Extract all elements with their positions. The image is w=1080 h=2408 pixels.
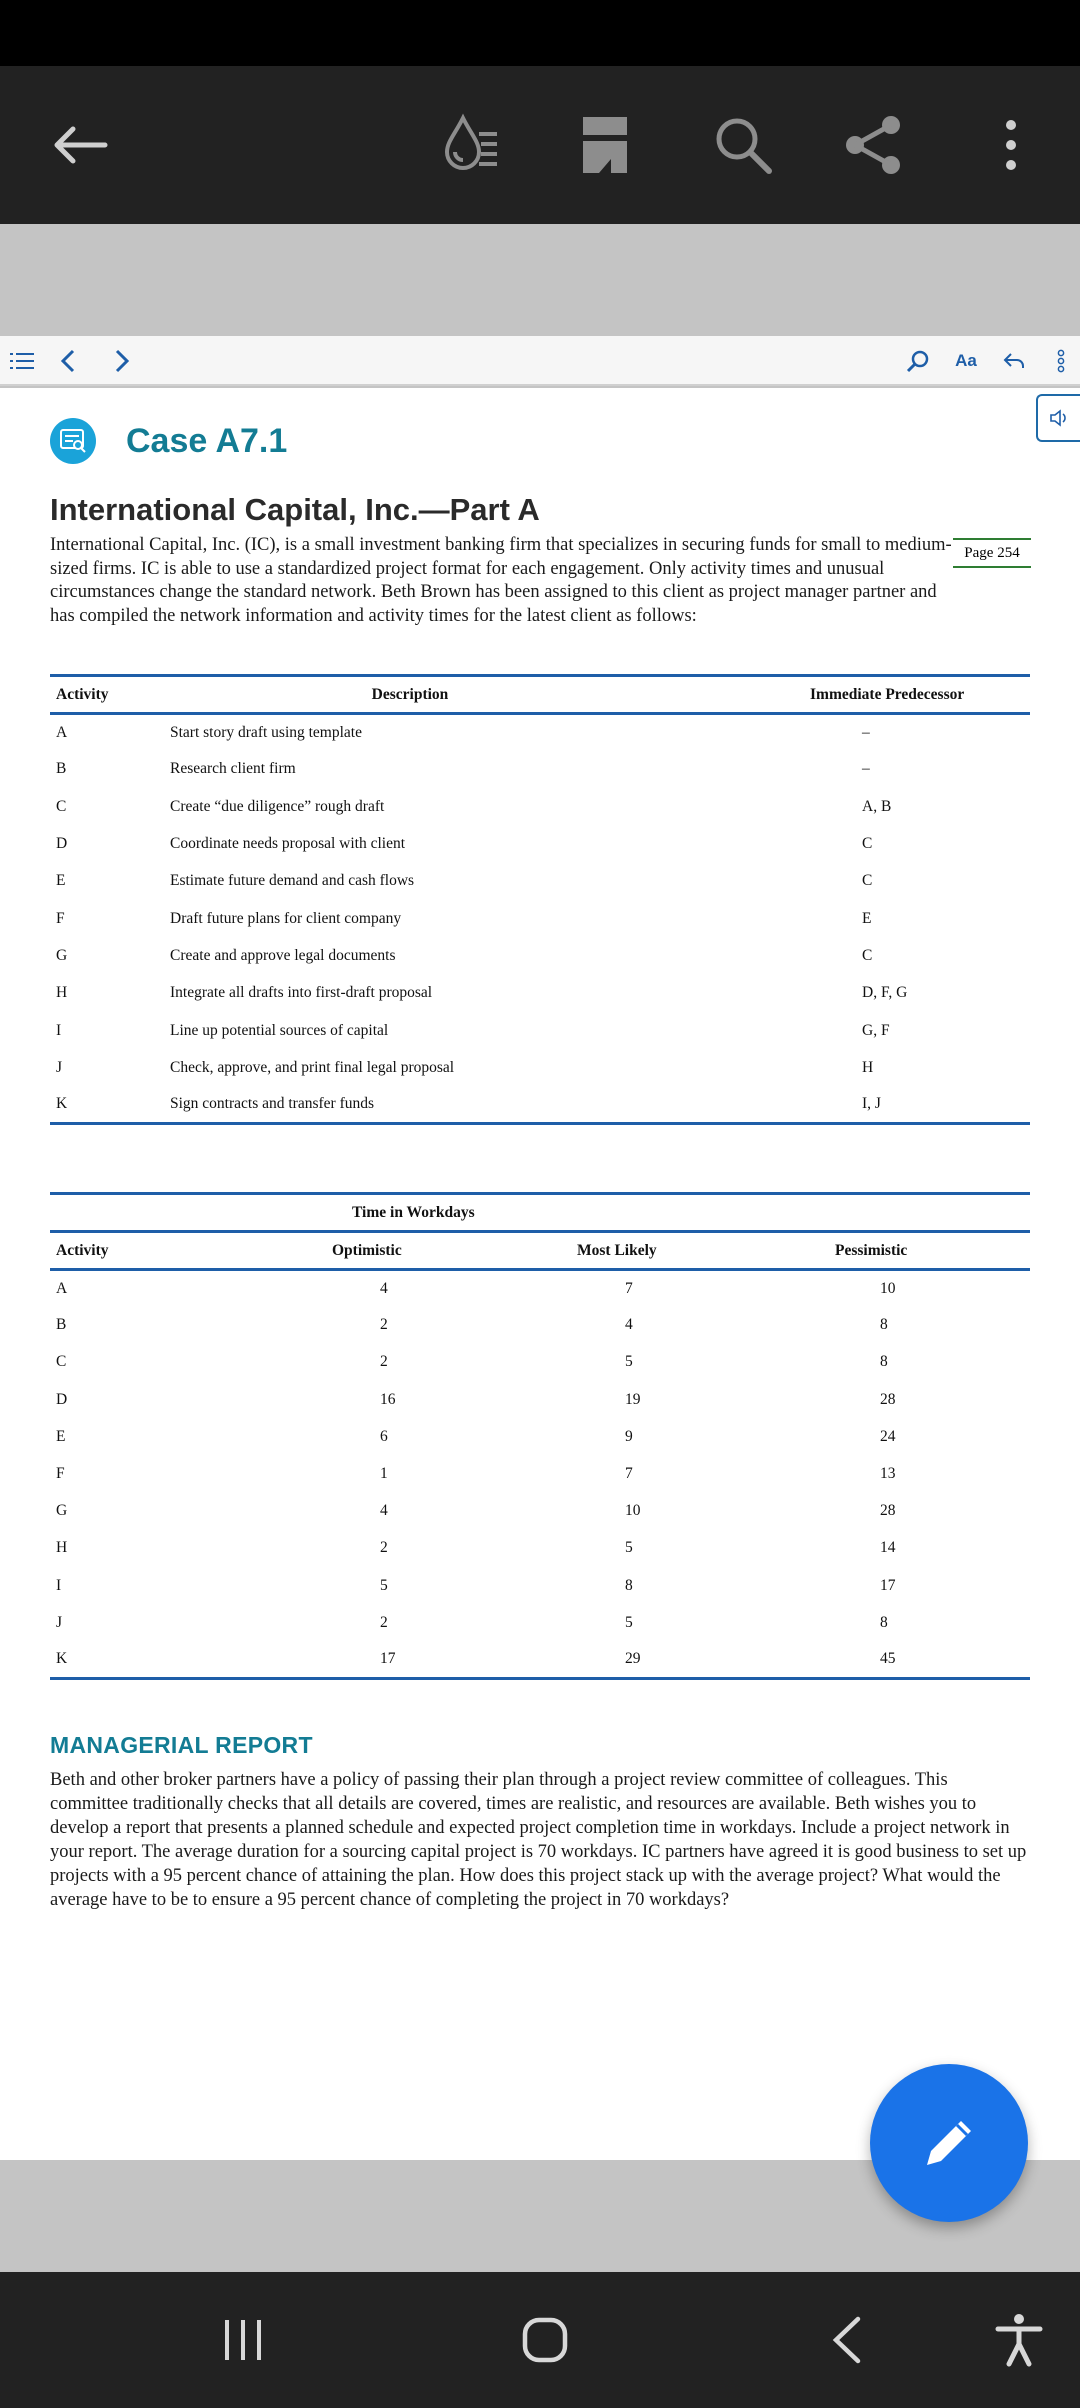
table-row <box>50 1086 1030 1123</box>
table-cell-activity: K <box>56 1095 68 1113</box>
recent-apps-icon[interactable] <box>198 2300 288 2380</box>
intro-paragraph: International Capital, Inc. (IC), is a small investment banking firm that specializes in securing funds for small to medium-sized firms. IC is able to use a standardized project format for each engagement. Only activity times and unusual circumstances change the standard network. Beth Brown has been assigned to this client as project manager partner and has compiled the network information and activity times for the latest client as follows: <box>50 535 952 626</box>
table-row <box>50 1012 1030 1049</box>
table-cell-activity: I <box>56 1576 62 1594</box>
column-header: Most Likely <box>495 1232 760 1270</box>
table-cell-optimistic: 6 <box>380 1427 388 1445</box>
table-cell-most_likely: 29 <box>625 1650 641 1668</box>
table-cell-activity: H <box>56 984 68 1002</box>
table-cell-description: Line up potential sources of capital <box>170 1021 389 1039</box>
page-title: International Capital, Inc.—Part A <box>50 492 540 527</box>
table-cell-optimistic: 2 <box>380 1613 388 1631</box>
table-cell-pessimistic: 28 <box>880 1390 896 1408</box>
table-cell-predecessor: G, F <box>862 1021 890 1039</box>
table-cell-activity: B <box>56 1316 67 1334</box>
table-cell-most_likely: 7 <box>625 1465 633 1483</box>
back-icon[interactable] <box>802 2300 892 2380</box>
table-cell-description: Check, approve, and print final legal proposal <box>170 1058 455 1076</box>
report-body: Beth and other broker partners have a policy of passing their plan through a project review committee of colleagues. This committee traditionally checks that all details are covered, times are realistic, and resources are available. Beth wishes you to develop a report that presents a planned schedule and expected project completion time in workdays. Include a project network in your report. The average duration for a sourcing capital project is 70 workdays. IC partners have agreed it is good business to set up projects with a 95 percent chance of attaining the plan. How does this project stack up with the average project? What would the average have to be to ensure a 95 percent chance of completing the project in 70 workdays? <box>50 1770 1027 1910</box>
table-row <box>50 1530 1030 1567</box>
more-options-icon[interactable] <box>966 100 1056 190</box>
table-cell-pessimistic: 17 <box>880 1576 896 1594</box>
table-cell-most_likely: 5 <box>625 1353 633 1371</box>
next-page-icon[interactable] <box>104 336 140 386</box>
find-icon[interactable] <box>900 336 936 386</box>
table-cell-activity: F <box>56 909 65 927</box>
table-row <box>50 1418 1030 1455</box>
font-settings-button[interactable]: Aa <box>955 351 977 370</box>
table-cell-optimistic: 4 <box>380 1279 388 1297</box>
table-cell-pessimistic: 28 <box>880 1502 896 1520</box>
table-cell-most_likely: 7 <box>625 1279 633 1297</box>
table-cell-predecessor: H <box>862 1058 874 1076</box>
table-cell-predecessor: C <box>862 872 873 890</box>
accessibility-icon[interactable] <box>974 2300 1064 2380</box>
table-cell-predecessor: C <box>862 946 873 964</box>
table-cell-optimistic: 16 <box>380 1390 396 1408</box>
table-row <box>50 1381 1030 1418</box>
column-header: Pessimistic <box>760 1232 1030 1270</box>
group-header: Time in Workdays <box>352 1203 475 1221</box>
page-number-tag: Page 254 <box>953 538 1031 568</box>
table-cell-pessimistic: 8 <box>880 1316 888 1334</box>
column-header: Activity <box>50 676 170 714</box>
table-of-contents-icon[interactable] <box>4 336 40 386</box>
table-row <box>50 1344 1030 1381</box>
table-cell-description: Start story draft using template <box>170 723 362 741</box>
table-cell-optimistic: 2 <box>380 1353 388 1371</box>
back-arrow-icon[interactable] <box>34 100 124 190</box>
table-cell-description: Estimate future demand and cash flows <box>170 872 415 890</box>
reader-toolbar <box>0 336 1080 386</box>
status-bar <box>0 0 1080 66</box>
column-header: Description <box>170 676 770 714</box>
case-label: Case A7.1 <box>126 421 288 460</box>
table-row <box>50 900 1030 937</box>
table-cell-predecessor: – <box>862 723 870 741</box>
document-page <box>0 388 1080 2160</box>
table-cell-optimistic: 2 <box>380 1316 388 1334</box>
table-cell-activity: G <box>56 946 68 964</box>
table-row <box>50 1567 1030 1604</box>
table-cell-activity: C <box>56 1353 67 1371</box>
table-cell-activity: D <box>56 835 68 853</box>
table-row <box>50 1604 1030 1641</box>
undo-navigation-icon[interactable] <box>996 336 1032 386</box>
table-cell-description: Coordinate needs proposal with client <box>170 835 406 853</box>
system-nav-bar <box>0 2272 1080 2408</box>
table-cell-description: Research client firm <box>170 760 296 778</box>
activity-description-table <box>50 674 1030 1125</box>
table-cell-activity: E <box>56 872 66 890</box>
table-cell-description: Integrate all drafts into first-draft proposal <box>170 984 433 1002</box>
table-row <box>50 863 1030 900</box>
table-cell-activity: H <box>56 1539 68 1557</box>
table-cell-activity: G <box>56 1502 68 1520</box>
case-study-icon <box>50 418 96 464</box>
share-icon[interactable] <box>828 100 918 190</box>
table-row <box>50 751 1030 788</box>
table-cell-activity: F <box>56 1465 65 1483</box>
reading-mode-icon[interactable] <box>425 100 515 190</box>
table-cell-predecessor: – <box>862 760 870 778</box>
home-icon[interactable] <box>500 2300 590 2380</box>
table-cell-optimistic: 4 <box>380 1502 388 1520</box>
table-cell-optimistic: 2 <box>380 1539 388 1557</box>
table-cell-predecessor: E <box>862 909 872 927</box>
table-row <box>50 825 1030 862</box>
table-cell-most_likely: 10 <box>625 1502 641 1520</box>
table-cell-activity: B <box>56 760 67 778</box>
table-cell-most_likely: 19 <box>625 1390 641 1408</box>
column-header: Activity <box>50 1232 230 1270</box>
search-icon[interactable] <box>698 100 788 190</box>
table-cell-activity: I <box>56 1021 62 1039</box>
table-cell-pessimistic: 8 <box>880 1613 888 1631</box>
table-cell-pessimistic: 8 <box>880 1353 888 1371</box>
table-cell-description: Sign contracts and transfer funds <box>170 1095 375 1113</box>
table-cell-optimistic: 17 <box>380 1650 396 1668</box>
table-cell-activity: A <box>56 723 68 741</box>
table-cell-most_likely: 5 <box>625 1613 633 1631</box>
more-reader-options-icon[interactable] <box>1046 336 1076 386</box>
table-row <box>50 1307 1030 1344</box>
table-row <box>50 937 1030 974</box>
table-row <box>50 1270 1030 1307</box>
previous-page-icon[interactable] <box>50 336 86 386</box>
column-header: Optimistic <box>230 1232 495 1270</box>
table-cell-activity: A <box>56 1279 68 1297</box>
report-title: MANAGERIAL REPORT <box>50 1732 313 1758</box>
table-cell-most_likely: 4 <box>625 1316 633 1334</box>
table-cell-description: Create and approve legal documents <box>170 946 396 964</box>
table-cell-most_likely: 5 <box>625 1539 633 1557</box>
read-aloud-button[interactable] <box>1036 394 1080 442</box>
page-layout-icon[interactable] <box>560 100 650 190</box>
table-row <box>50 1641 1030 1678</box>
annotate-button[interactable] <box>870 2064 1028 2222</box>
page-gap <box>0 224 1080 336</box>
table-cell-optimistic: 1 <box>380 1465 388 1483</box>
table-cell-predecessor: A, B <box>862 797 892 815</box>
table-cell-description: Draft future plans for client company <box>170 909 402 927</box>
table-row <box>50 975 1030 1012</box>
table-cell-most_likely: 9 <box>625 1427 633 1445</box>
table-row <box>50 1493 1030 1530</box>
table-cell-pessimistic: 14 <box>880 1539 896 1557</box>
table-cell-activity: J <box>56 1613 63 1631</box>
activity-times-table <box>50 1192 1030 1680</box>
table-cell-pessimistic: 24 <box>880 1427 896 1445</box>
table-cell-description: Create “due diligence” rough draft <box>170 797 385 815</box>
app-bar <box>0 66 1080 224</box>
table-row <box>50 788 1030 825</box>
table-cell-activity: J <box>56 1058 63 1076</box>
speaker-icon <box>1049 409 1069 427</box>
table-cell-predecessor: I, J <box>862 1095 881 1113</box>
table-row <box>50 714 1030 751</box>
column-header: Immediate Predecessor <box>770 676 1030 714</box>
table-cell-activity: E <box>56 1427 66 1445</box>
table-cell-predecessor: C <box>862 835 873 853</box>
table-cell-pessimistic: 13 <box>880 1465 896 1483</box>
table-cell-optimistic: 5 <box>380 1576 388 1594</box>
table-cell-pessimistic: 10 <box>880 1279 896 1297</box>
table-cell-activity: C <box>56 797 67 815</box>
table-row <box>50 1049 1030 1086</box>
table-cell-activity: D <box>56 1390 68 1408</box>
case-header <box>50 418 287 464</box>
pencil-icon <box>917 2111 981 2175</box>
table-row <box>50 1455 1030 1492</box>
table-cell-most_likely: 8 <box>625 1576 633 1594</box>
table-cell-predecessor: D, F, G <box>862 984 908 1002</box>
table-cell-pessimistic: 45 <box>880 1650 896 1668</box>
table-cell-activity: K <box>56 1650 68 1668</box>
